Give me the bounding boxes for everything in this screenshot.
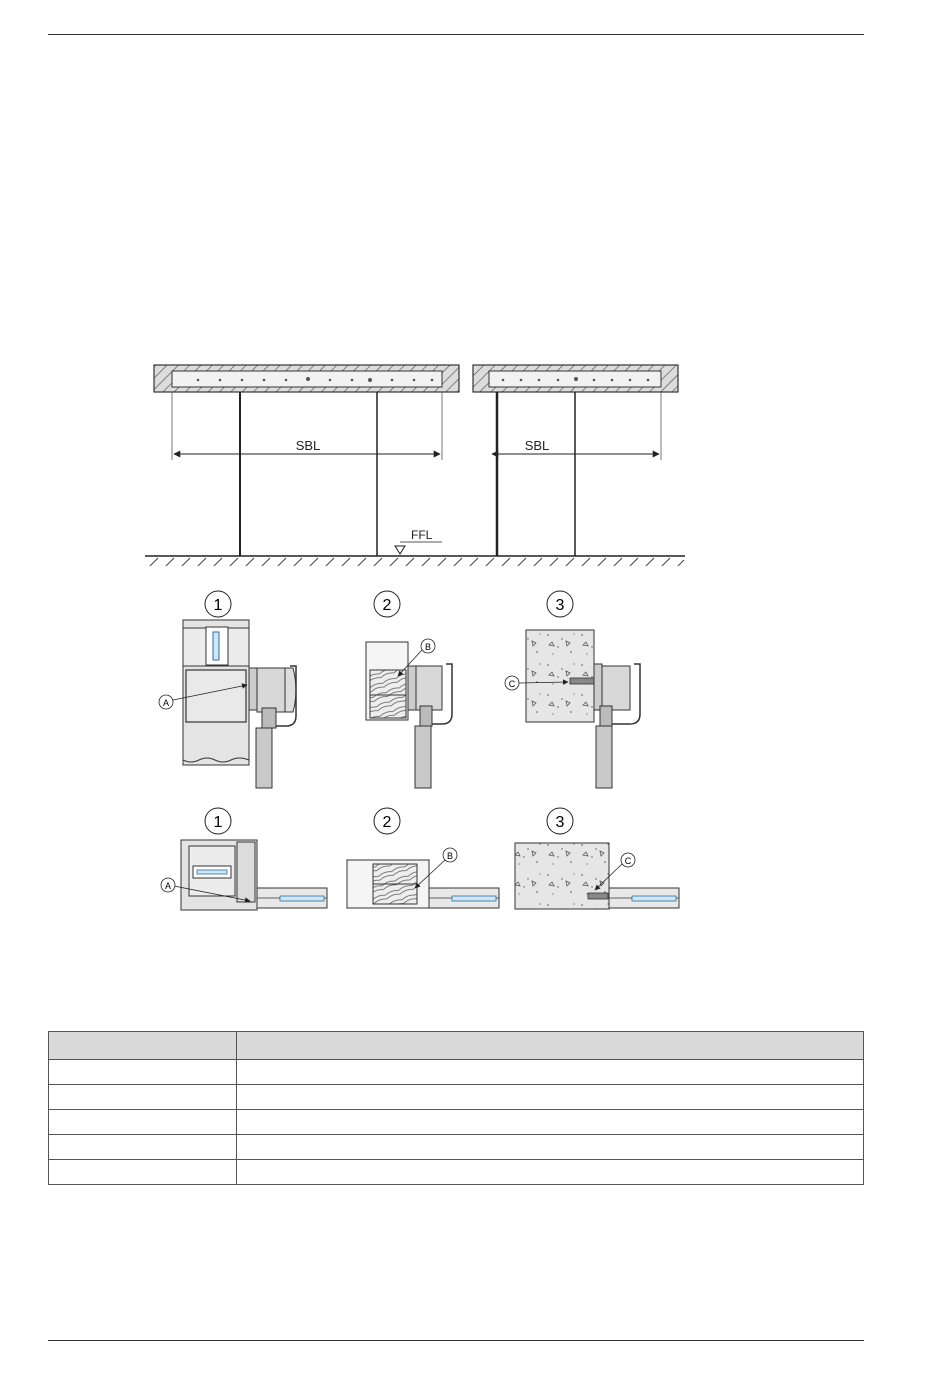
table-header-cell	[237, 1032, 864, 1060]
floor-line	[145, 528, 685, 566]
table-cell	[49, 1085, 237, 1110]
callout-c-label: C	[508, 679, 516, 689]
table-row	[49, 1135, 864, 1160]
table-cell	[49, 1110, 237, 1135]
table-cell	[237, 1085, 864, 1110]
operator-unit-2	[415, 664, 452, 788]
section-1-label: 1	[213, 597, 223, 614]
section-3-label: 3	[555, 597, 565, 614]
table-cell	[237, 1160, 864, 1185]
spec-table	[48, 1031, 864, 1185]
table-row	[49, 1060, 864, 1085]
table-row	[49, 1085, 864, 1110]
table-row	[49, 1110, 864, 1135]
section-3b-label: 3	[555, 814, 565, 831]
table-header-row	[49, 1032, 864, 1060]
detail-3-plan	[515, 843, 679, 909]
detail-1-vertical	[183, 620, 257, 765]
detail-1-plan	[181, 840, 327, 910]
detail-3-vertical	[526, 630, 602, 722]
callout-a-label: A	[162, 698, 170, 708]
section-1b-label: 1	[213, 814, 223, 831]
table-cell	[49, 1135, 237, 1160]
footer-rule	[48, 1340, 864, 1341]
callout-b-label: B	[424, 642, 432, 652]
table-cell	[237, 1135, 864, 1160]
table-row	[49, 1160, 864, 1185]
table-cell	[237, 1110, 864, 1135]
elevation-right	[473, 365, 678, 556]
table-header-cell	[49, 1032, 237, 1060]
table-cell	[49, 1160, 237, 1185]
dimension-sbl-left: SBL	[295, 438, 321, 453]
section-2-label: 2	[382, 597, 392, 614]
section-2b-label: 2	[382, 814, 392, 831]
operator-unit-3	[596, 664, 640, 788]
callout-c2-label: C	[624, 856, 632, 866]
section-numbers-bottom	[205, 808, 573, 834]
table-cell	[237, 1060, 864, 1085]
operator-unit-1	[256, 666, 296, 788]
dimension-sbl-right: SBL	[524, 438, 550, 453]
callout-a2-label: A	[164, 881, 172, 891]
section-numbers-top	[205, 591, 573, 617]
detail-2-vertical	[366, 642, 416, 720]
table-cell	[49, 1060, 237, 1085]
callout-b2-label: B	[446, 851, 454, 861]
ffl-label: FFL	[411, 528, 433, 542]
detail-2-plan	[347, 860, 499, 908]
